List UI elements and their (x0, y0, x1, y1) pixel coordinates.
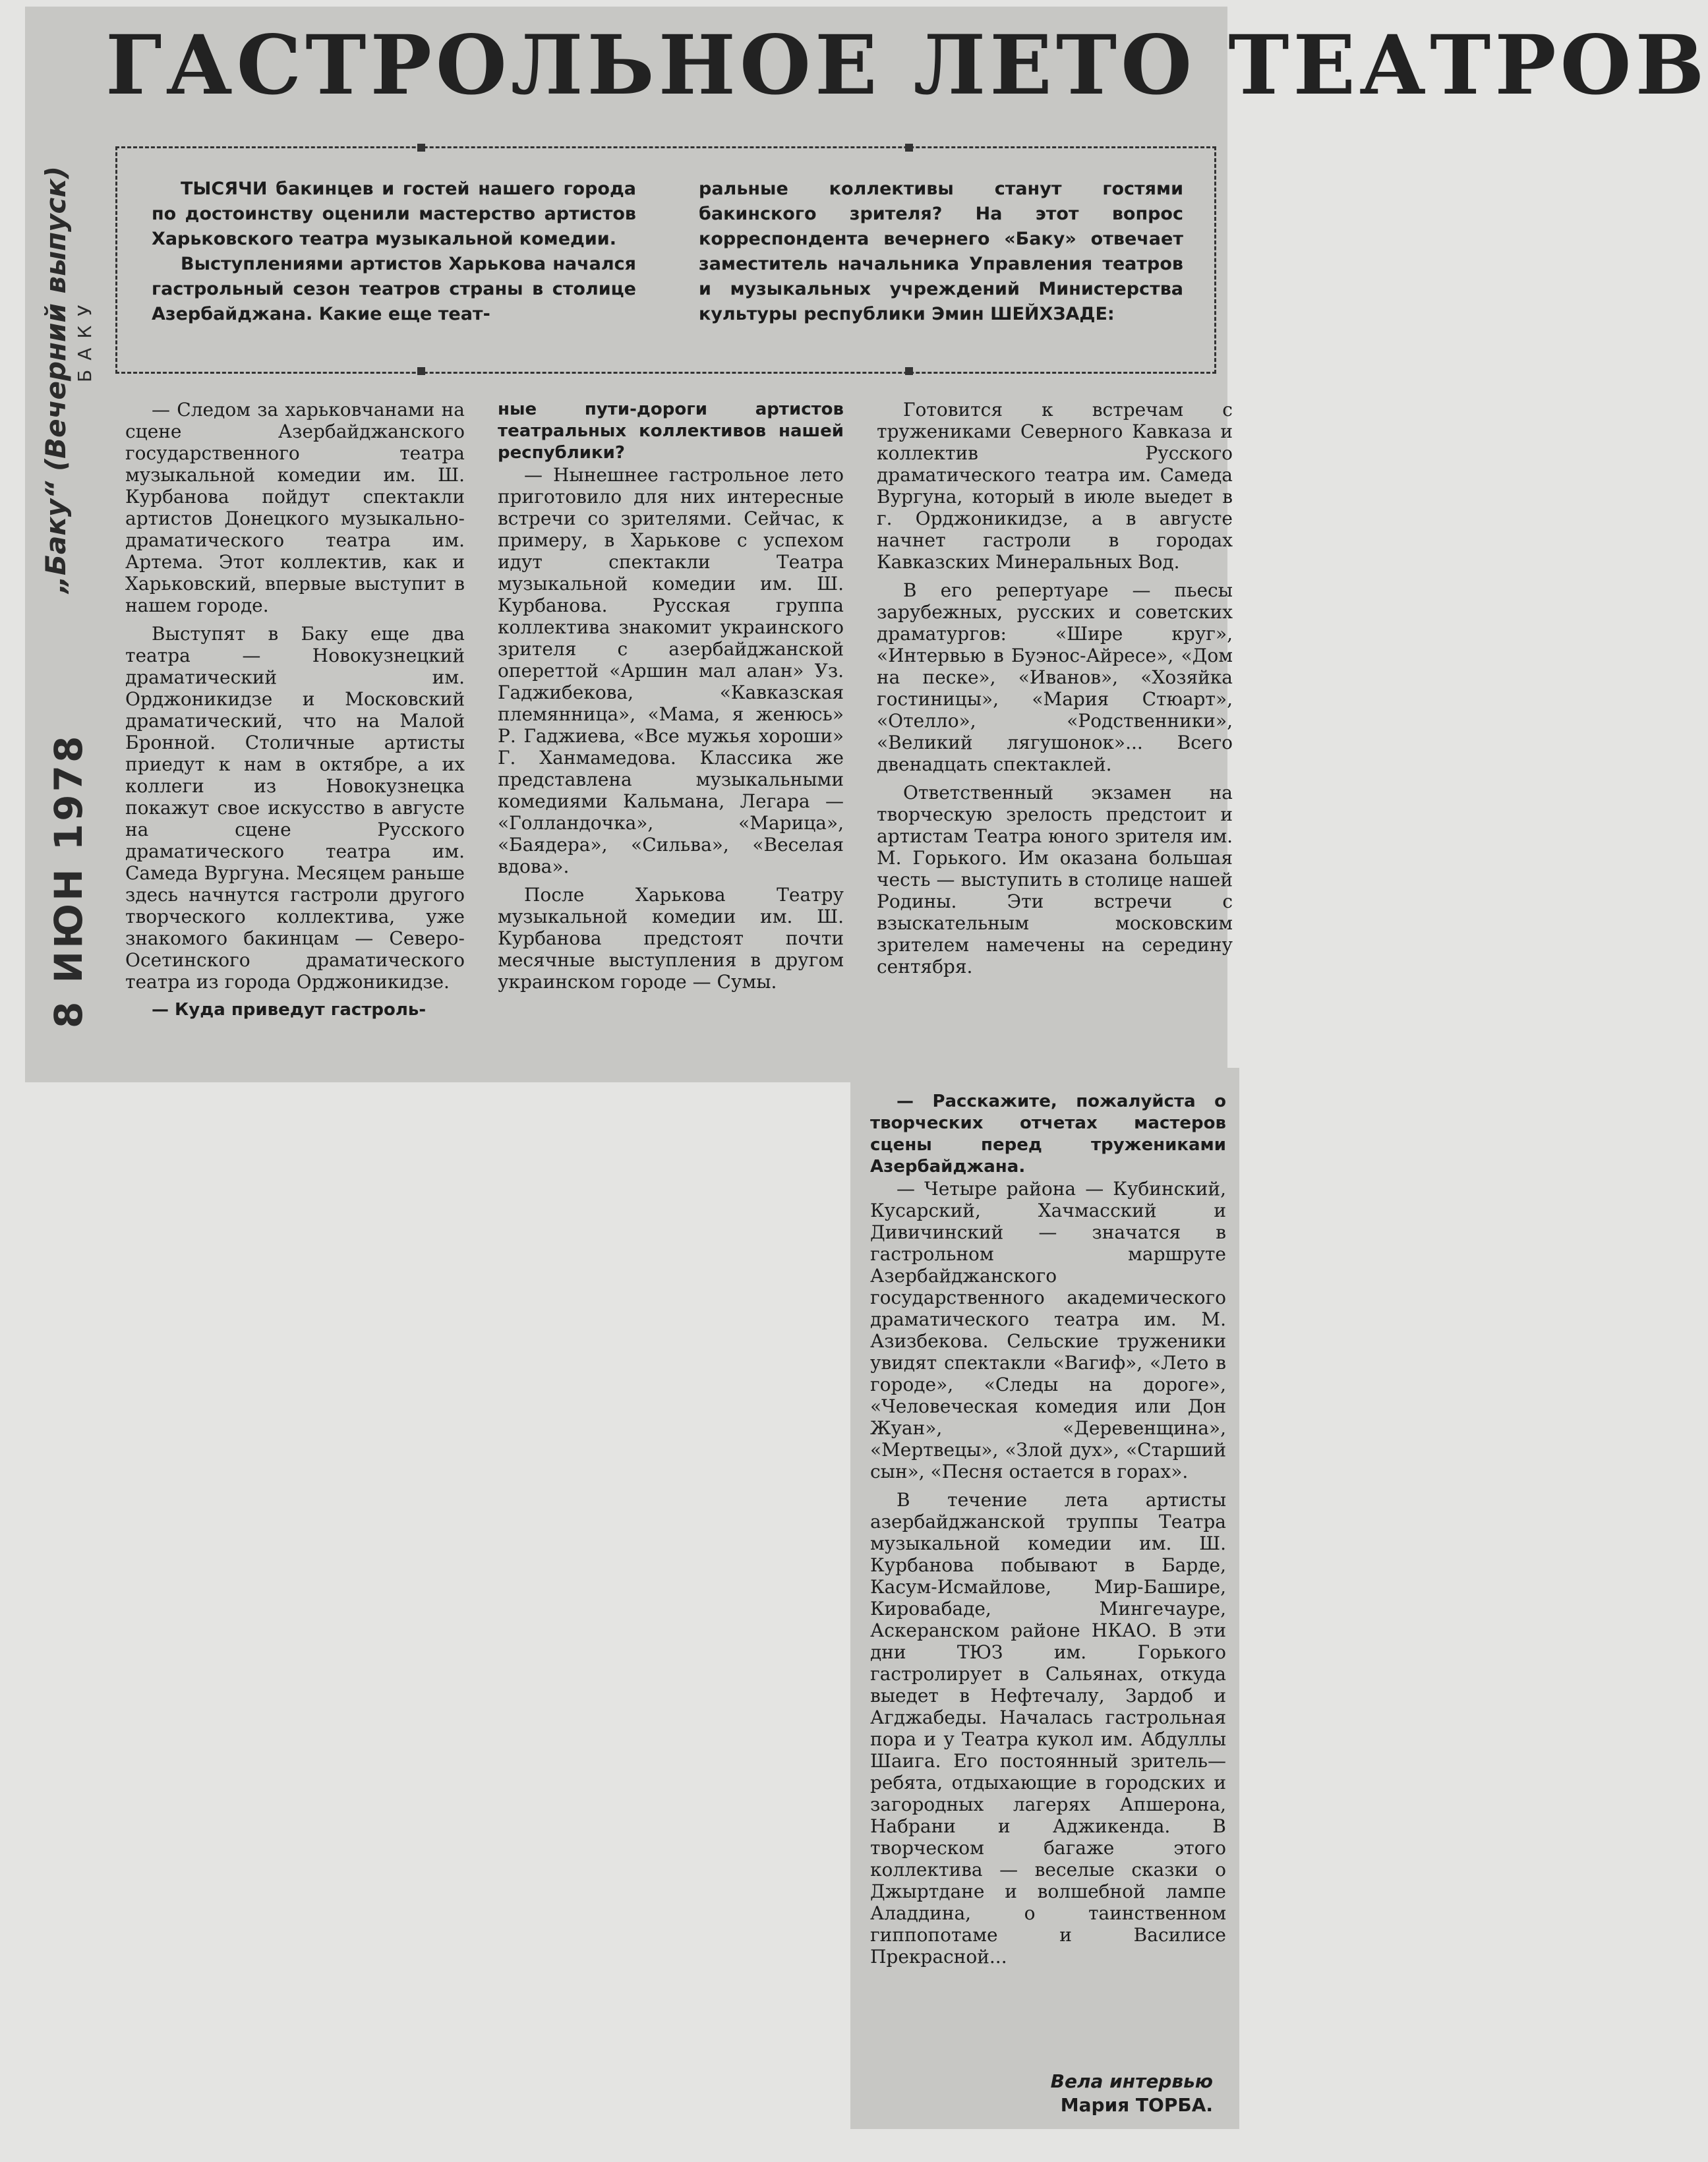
question: ные пути-дороги артистов театральных коллективов нашей республики? (498, 399, 844, 463)
frame-corner-mark (417, 144, 425, 152)
lead-paragraph: ТЫСЯЧИ бакинцев и гостей нашего города по достоинству оценили мастерство артистов Харьковского театра музыкальной комедии. (152, 179, 636, 249)
frame-corner-mark (905, 144, 913, 152)
byline-name: Мария ТОРБА. (1060, 2094, 1213, 2116)
paragraph: Выступят в Баку еще два театра — Новокузнецкий драматический им. Орджоникидзе и Московский драматический, что на Малой Бронной. Столичные артисты приедут к нам в октябре, а их коллеги из Новокузнецка покажут свое искусство в августе на сцене Русского драматического театра им. Самеда Вургуна. Месяцем раньше здесь начнутся гастроли другого творческого коллектива, уже знакомого бакинцам — Северо-Осетинского драматического театра из города Орджоникидзе. (125, 623, 465, 993)
paragraph: После Харькова Театру музыкальной комедии им. Ш. Курбанова предстоят почти месячные выступления в другом украинском городе — Сумы. (498, 884, 844, 993)
question: — Расскажите, пожалуйста о творческих отчетах мастеров сцены перед тружениками Азербайджана. (870, 1092, 1226, 1177)
archive-stamp (33, 119, 105, 1041)
paragraph: Готовится к встречам с тружениками Северного Кавказа и коллектив Русского драматического театра им. Самеда Вургуна, который в июле выедет в г. Орджоникидзе, а в августе начнет гастроли в городах Кавказских Минеральных Вод. (877, 399, 1233, 573)
lead-paragraph: Выступлениями артистов Харькова начался гастрольный сезон театров страны в столице Азербайджана. Какие еще теат- (152, 254, 636, 324)
paragraph: — Следом за харьковчанами на сцене Азербайджанского государственного театра музыкальной комедии им. Ш. Курбанова пойдут спектакли артистов Донецкого музыкально-драматического театра им. Артема. Этот коллектив, как и Харьковский, впервые выступит в нашем городе. (125, 399, 465, 616)
column-3 (877, 399, 1233, 978)
article-title: ГАСТРОЛЬНОЕ ЛЕТО ТЕАТРОВ (105, 18, 1708, 113)
stamp-city: БАКУ (74, 295, 96, 382)
stamp-handwritten-source: „Баку“ (Вечерний выпуск) (40, 165, 72, 593)
frame-corner-mark (905, 367, 913, 375)
paragraph: — Нынешнее гастрольное лето приготовило для них интересные встречи со зрителями. Сейчас, к примеру, в Харькове с успехом идут спектакли Театра музыкальной комедии им. Ш. Курбанова. Русская группа коллектива знакомит украинского зрителя с азербайджанской опереттой «Аршин мал алан» Уз. Гаджибекова, «Кавказская племянница», «Мама, я женюсь» Р. Гаджиева, «Все мужья хороши» Г. Ханмамедова. Классика же представлена музыкальными комедиями Кальмана, Легара — «Голландочка», «Марица», «Баядера», «Сильва», «Веселая вдова». (498, 464, 844, 877)
byline (936, 2070, 1213, 2117)
lead-right (699, 177, 1183, 327)
lead-left (152, 177, 636, 327)
lead-paragraph: ральные коллективы станут гостями бакинского зрителя? На этот вопрос корреспондента вечернего «Баку» отвечает заместитель начальника Управления театров и музыкальных учреждений Министерства культуры республики Эмин ШЕЙХЗАДЕ: (699, 179, 1183, 324)
paragraph: В течение лета артисты азербайджанской труппы Театра музыкальной комедии им. Ш. Курбанова побывают в Барде, Касум-Исмайлове, Мир-Башире, Кировабаде, Мингечауре, Аскеранском районе НКАО. В эти дни ТЮЗ им. Горького гастролирует в Сальянах, откуда выедет в Нефтечалу, Зардоб и Агджабеды. Началась гастрольная пора и у Театра кукол им. Абдуллы Шаига. Его постоянный зритель—ребята, отдыхающие в городских и загородных лагерях Апшерона, Набрани и Аджикенда. В творческом багаже этого коллектива — веселые сказки о Джыртдане и волшебной лампе Аладдина, о таинственном гиппопотаме и Василисе Прекрасной... (870, 1489, 1226, 1968)
paragraph: — Четыре района — Кубинский, Кусарский, Хачмасский и Дивичинский — значатся в гастрольном маршруте Азербайджанского государственного академического драматического театра им. М. Азизбекова. Сельские труженики увидят спектакли «Вагиф», «Лето в городе», «Следы на дороге», «Человеческая комедия или Дон Жуан», «Деревенщина», «Мертвецы», «Злой дух», «Старший сын», «Песня остается в горах». (870, 1178, 1226, 1482)
paragraph: В его репертуаре — пьесы зарубежных, русских и советских драматургов: «Шире круг», «Интервью в Буэнос-Айресе», «Дом на песке», «Иванов», «Хозяйка гостиницы», «Мария Стюарт», «Отелло», «Родственники», «Великий лягушонок»... Всего двенадцать спектаклей. (877, 579, 1233, 775)
question: — Куда приведут гастроль- (152, 1000, 427, 1020)
column-4 (870, 1091, 1226, 1968)
column-1 (125, 399, 465, 1021)
byline-role: Вела интервью (1050, 2070, 1213, 2092)
column-2 (498, 399, 844, 993)
paragraph: Ответственный экзамен на творческую зрелость предстоит и артистам Театра юного зрителя им. М. Горького. Им оказана большая честь — выступить в столице нашей Родины. Эти встречи с взыскательным московским зрителем намечены на середину сентября. (877, 782, 1233, 978)
stamp-date: 8 ИЮН 1978 (46, 733, 91, 1028)
frame-corner-mark (417, 367, 425, 375)
